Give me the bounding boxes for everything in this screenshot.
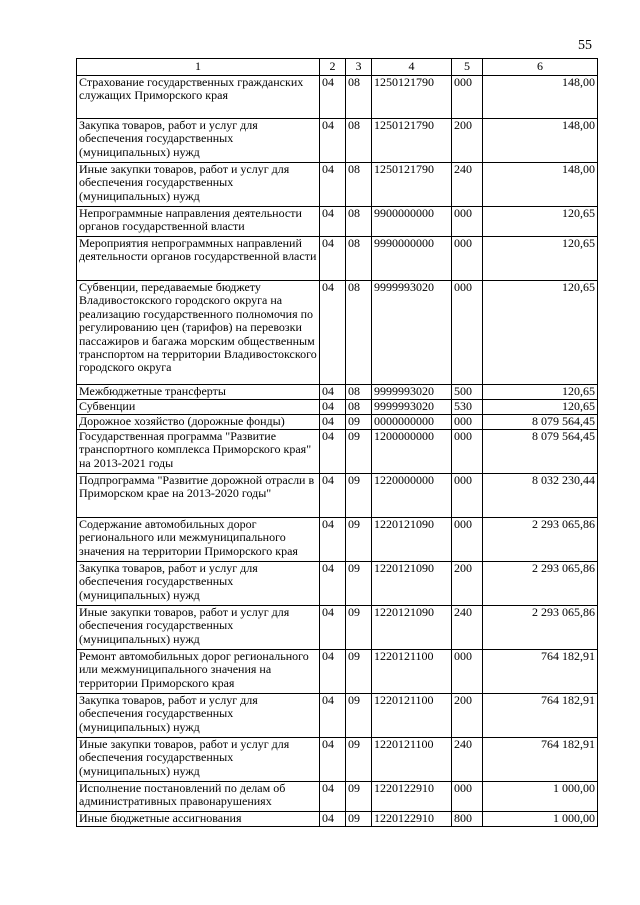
row-subsection: 09 <box>346 694 372 738</box>
row-name: Закупка товаров, работ и услуг для обеспечения государственных (муниципальных) нужд <box>77 694 320 738</box>
table-body <box>77 76 598 827</box>
row-name: Исполнение постановлений по делам об административных правонарушениях <box>77 782 320 812</box>
row-subsection: 09 <box>346 430 372 474</box>
row-expense-type: 000 <box>452 281 483 385</box>
row-section: 04 <box>320 385 346 400</box>
row-name: Межбюджетные трансферты <box>77 385 320 400</box>
row-name: Дорожное хозяйство (дорожные фонды) <box>77 415 320 430</box>
row-amount: 148,00 <box>483 76 598 119</box>
row-amount: 2 293 065,86 <box>483 562 598 606</box>
row-name: Субвенции, передаваемые бюджету Владивостокского городского округа на реализацию государственного полномочия по регулированию цен (тарифов) на перевозки пассажиров и багажа морским общественным транспортом на территории Владивостокского городского округа <box>77 281 320 385</box>
row-subsection: 09 <box>346 562 372 606</box>
row-target-article: 1220122910 <box>372 812 452 827</box>
row-expense-type: 000 <box>452 518 483 562</box>
row-expense-type: 000 <box>452 237 483 281</box>
row-subsection: 08 <box>346 119 372 163</box>
row-subsection: 09 <box>346 738 372 782</box>
row-amount: 764 182,91 <box>483 694 598 738</box>
row-target-article: 1220122910 <box>372 782 452 812</box>
row-amount: 120,65 <box>483 385 598 400</box>
table-row <box>77 163 598 207</box>
row-target-article: 1250121790 <box>372 119 452 163</box>
row-subsection: 08 <box>346 207 372 237</box>
row-section: 04 <box>320 474 346 518</box>
row-subsection: 08 <box>346 237 372 281</box>
row-expense-type: 000 <box>452 782 483 812</box>
col-header-amount: 6 <box>483 59 598 76</box>
row-expense-type: 500 <box>452 385 483 400</box>
row-amount: 120,65 <box>483 281 598 385</box>
row-amount: 2 293 065,86 <box>483 518 598 562</box>
row-section: 04 <box>320 237 346 281</box>
row-amount: 8 079 564,45 <box>483 430 598 474</box>
col-header-target-article: 4 <box>372 59 452 76</box>
row-name: Иные закупки товаров, работ и услуг для обеспечения государственных (муниципальных) нужд <box>77 163 320 207</box>
row-subsection: 09 <box>346 650 372 694</box>
row-section: 04 <box>320 119 346 163</box>
row-section: 04 <box>320 163 346 207</box>
row-name: Субвенции <box>77 400 320 415</box>
table-row <box>77 518 598 562</box>
row-subsection: 09 <box>346 518 372 562</box>
col-header-name: 1 <box>77 59 320 76</box>
row-name: Иные закупки товаров, работ и услуг для обеспечения государственных (муниципальных) нужд <box>77 606 320 650</box>
row-expense-type: 530 <box>452 400 483 415</box>
row-subsection: 09 <box>346 606 372 650</box>
row-expense-type: 000 <box>452 207 483 237</box>
row-expense-type: 000 <box>452 430 483 474</box>
row-amount: 148,00 <box>483 119 598 163</box>
row-subsection: 08 <box>346 163 372 207</box>
table-row <box>77 694 598 738</box>
row-amount: 8 079 564,45 <box>483 415 598 430</box>
table-row <box>77 782 598 812</box>
row-target-article: 1220121090 <box>372 606 452 650</box>
row-target-article: 9900000000 <box>372 207 452 237</box>
row-expense-type: 800 <box>452 812 483 827</box>
table-row <box>77 400 598 415</box>
row-target-article: 1220000000 <box>372 474 452 518</box>
budget-table <box>76 58 598 827</box>
row-target-article: 1220121100 <box>372 738 452 782</box>
row-name: Мероприятия непрограммных направлений деятельности органов государственной власти <box>77 237 320 281</box>
row-target-article: 1250121790 <box>372 76 452 119</box>
row-section: 04 <box>320 430 346 474</box>
row-amount: 148,00 <box>483 163 598 207</box>
row-name: Государственная программа "Развитие транспортного комплекса Приморского края" на 2013-2021 годы <box>77 430 320 474</box>
row-amount: 764 182,91 <box>483 650 598 694</box>
row-name: Иные закупки товаров, работ и услуг для обеспечения государственных (муниципальных) нужд <box>77 738 320 782</box>
row-amount: 2 293 065,86 <box>483 606 598 650</box>
row-target-article: 1220121100 <box>372 650 452 694</box>
row-subsection: 08 <box>346 385 372 400</box>
row-amount: 1 000,00 <box>483 782 598 812</box>
row-amount: 120,65 <box>483 400 598 415</box>
row-section: 04 <box>320 207 346 237</box>
row-expense-type: 000 <box>452 474 483 518</box>
header-row <box>77 59 598 76</box>
row-name: Иные бюджетные ассигнования <box>77 812 320 827</box>
row-expense-type: 200 <box>452 562 483 606</box>
row-amount: 120,65 <box>483 207 598 237</box>
row-target-article: 1250121790 <box>372 163 452 207</box>
row-subsection: 08 <box>346 281 372 385</box>
row-target-article: 9999993020 <box>372 385 452 400</box>
table-row <box>77 812 598 827</box>
row-subsection: 08 <box>346 400 372 415</box>
row-name: Закупка товаров, работ и услуг для обеспечения государственных (муниципальных) нужд <box>77 562 320 606</box>
table-row <box>77 738 598 782</box>
row-amount: 8 032 230,44 <box>483 474 598 518</box>
row-section: 04 <box>320 518 346 562</box>
row-name: Содержание автомобильных дорог регионального или межмуниципального значения на территории Приморского края <box>77 518 320 562</box>
row-expense-type: 000 <box>452 650 483 694</box>
table-row <box>77 415 598 430</box>
row-subsection: 08 <box>346 76 372 119</box>
table-row <box>77 385 598 400</box>
row-expense-type: 240 <box>452 606 483 650</box>
table-row <box>77 562 598 606</box>
row-section: 04 <box>320 812 346 827</box>
row-expense-type: 240 <box>452 738 483 782</box>
row-target-article: 9990000000 <box>372 237 452 281</box>
row-target-article: 1200000000 <box>372 430 452 474</box>
row-name: Ремонт автомобильных дорог регионального или межмуниципального значения на территории Приморского края <box>77 650 320 694</box>
row-section: 04 <box>320 562 346 606</box>
row-section: 04 <box>320 415 346 430</box>
row-section: 04 <box>320 281 346 385</box>
row-expense-type: 240 <box>452 163 483 207</box>
row-section: 04 <box>320 76 346 119</box>
table-row <box>77 76 598 119</box>
row-expense-type: 200 <box>452 119 483 163</box>
table-row <box>77 650 598 694</box>
table-row <box>77 474 598 518</box>
row-expense-type: 000 <box>452 415 483 430</box>
page-number: 55 <box>578 38 592 53</box>
row-target-article: 1220121090 <box>372 518 452 562</box>
table-row <box>77 281 598 385</box>
row-target-article: 9999993020 <box>372 281 452 385</box>
row-target-article: 1220121100 <box>372 694 452 738</box>
row-section: 04 <box>320 650 346 694</box>
table-row <box>77 207 598 237</box>
row-expense-type: 200 <box>452 694 483 738</box>
row-target-article: 0000000000 <box>372 415 452 430</box>
row-section: 04 <box>320 606 346 650</box>
row-amount: 120,65 <box>483 237 598 281</box>
row-section: 04 <box>320 782 346 812</box>
row-target-article: 9999993020 <box>372 400 452 415</box>
row-name: Подпрограмма "Развитие дорожной отрасли в Приморском крае на 2013-2020 годы" <box>77 474 320 518</box>
row-name: Непрограммные направления деятельности органов государственной власти <box>77 207 320 237</box>
row-section: 04 <box>320 400 346 415</box>
row-expense-type: 000 <box>452 76 483 119</box>
table-row <box>77 430 598 474</box>
row-target-article: 1220121090 <box>372 562 452 606</box>
col-header-expense-type: 5 <box>452 59 483 76</box>
table-row <box>77 119 598 163</box>
row-subsection: 09 <box>346 415 372 430</box>
row-section: 04 <box>320 738 346 782</box>
row-subsection: 09 <box>346 782 372 812</box>
row-name: Закупка товаров, работ и услуг для обеспечения государственных (муниципальных) нужд <box>77 119 320 163</box>
table-row <box>77 606 598 650</box>
row-amount: 764 182,91 <box>483 738 598 782</box>
row-subsection: 09 <box>346 474 372 518</box>
row-subsection: 09 <box>346 812 372 827</box>
col-header-section: 2 <box>320 59 346 76</box>
row-amount: 1 000,00 <box>483 812 598 827</box>
row-name: Страхование государственных гражданских служащих Приморского края <box>77 76 320 119</box>
table-row <box>77 237 598 281</box>
row-section: 04 <box>320 694 346 738</box>
col-header-subsection: 3 <box>346 59 372 76</box>
